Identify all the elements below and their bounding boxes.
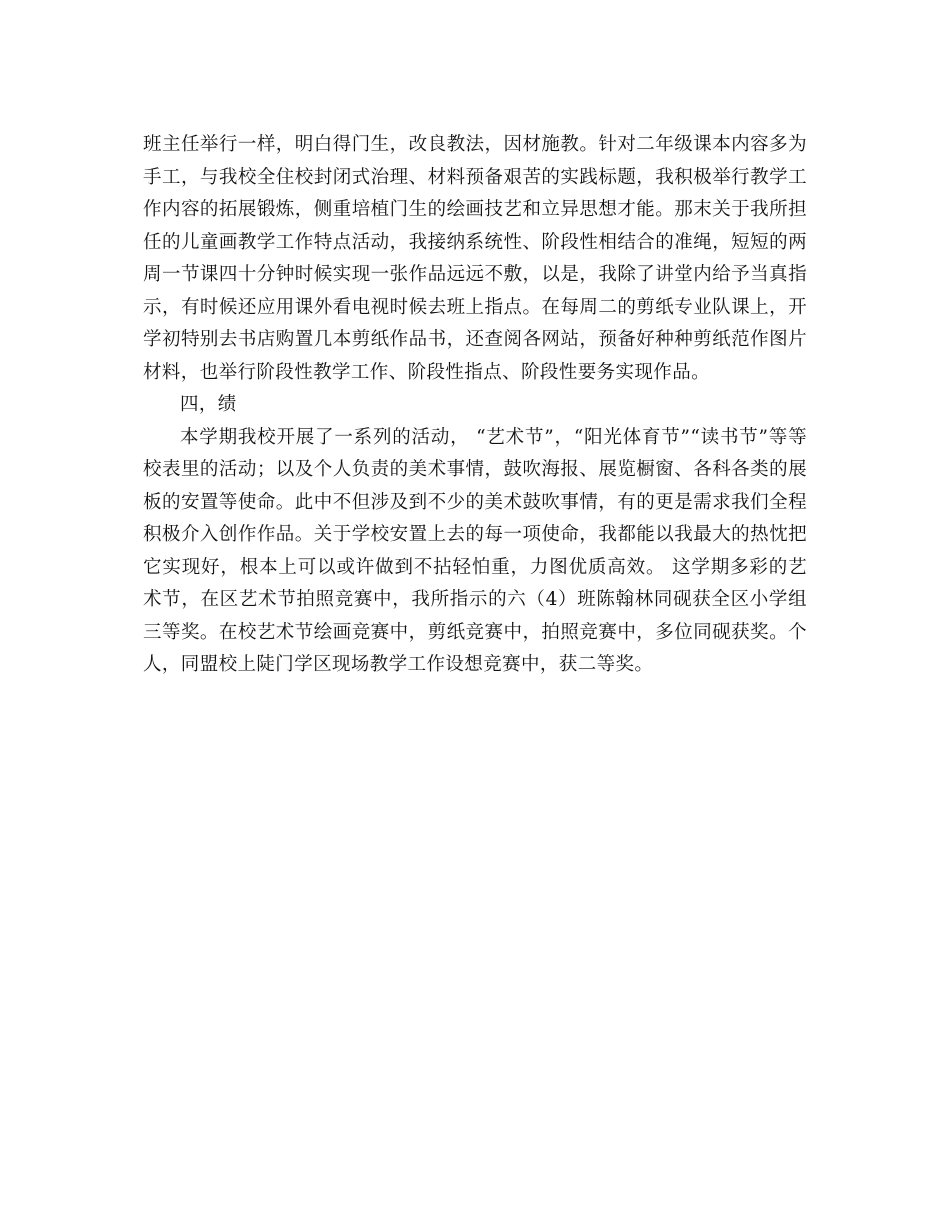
paragraph-teaching-methods: 班主任举行一样，明白得门生，改良教法，因材施教。针对二年级课本内容多为手工，与我校全住校封闭式治理、材料预备艰苦的实践标题，我积极举行教学工作内容的拓展锻炼，侧重培植门生的绘画技艺和立异思想才能。那末关于我所担任的儿童画教学工作特点活动，我接纳系统性、阶段性相结合的准绳，短短的两周一节课四十分钟时候实现一张作品远远不敷，以是，我除了讲堂内给予当真指示，有时候还应用课外看电视时候去班上指点。在每周二的剪纸专业队课上，开学初特别去书店购置几本剪纸作品书，还查阅各网站，预备好种种剪纸范作图片材料，也举行阶段性教学工作、阶段性指点、阶段性要务实现作品。 (143, 134, 807, 383)
document-body (143, 129, 807, 682)
paragraph-achievements: 本学期我校开展了一系列的活动， “艺术节”，“阳光体育节”“读书节”等等校表里的活动；以及个人负责的美术事情，鼓吹海报、展览橱窗、各科各类的展板的安置等使命。此中不但涉及到不少的美术鼓吹事情，有的更是需求我们全程积极介入创作作品。关于学校安置上去的每一项使命，我都能以我最大的热忱把它实现好，根本上可以或许做到不拈轻怕重，力图优质高效。 这学期多彩的艺术节，在区艺术节拍照竞赛中，我所指示的六（4）班陈翰林同砚获全区小学组三等奖。在校艺术节绘画竞赛中，剪纸竞赛中，拍照竞赛中，多位同砚获奖。个人，同盟校上陡门学区现场教学工作设想竞赛中，获二等奖。 (143, 426, 807, 675)
section-heading-achievements: 四，绩 (180, 394, 237, 415)
